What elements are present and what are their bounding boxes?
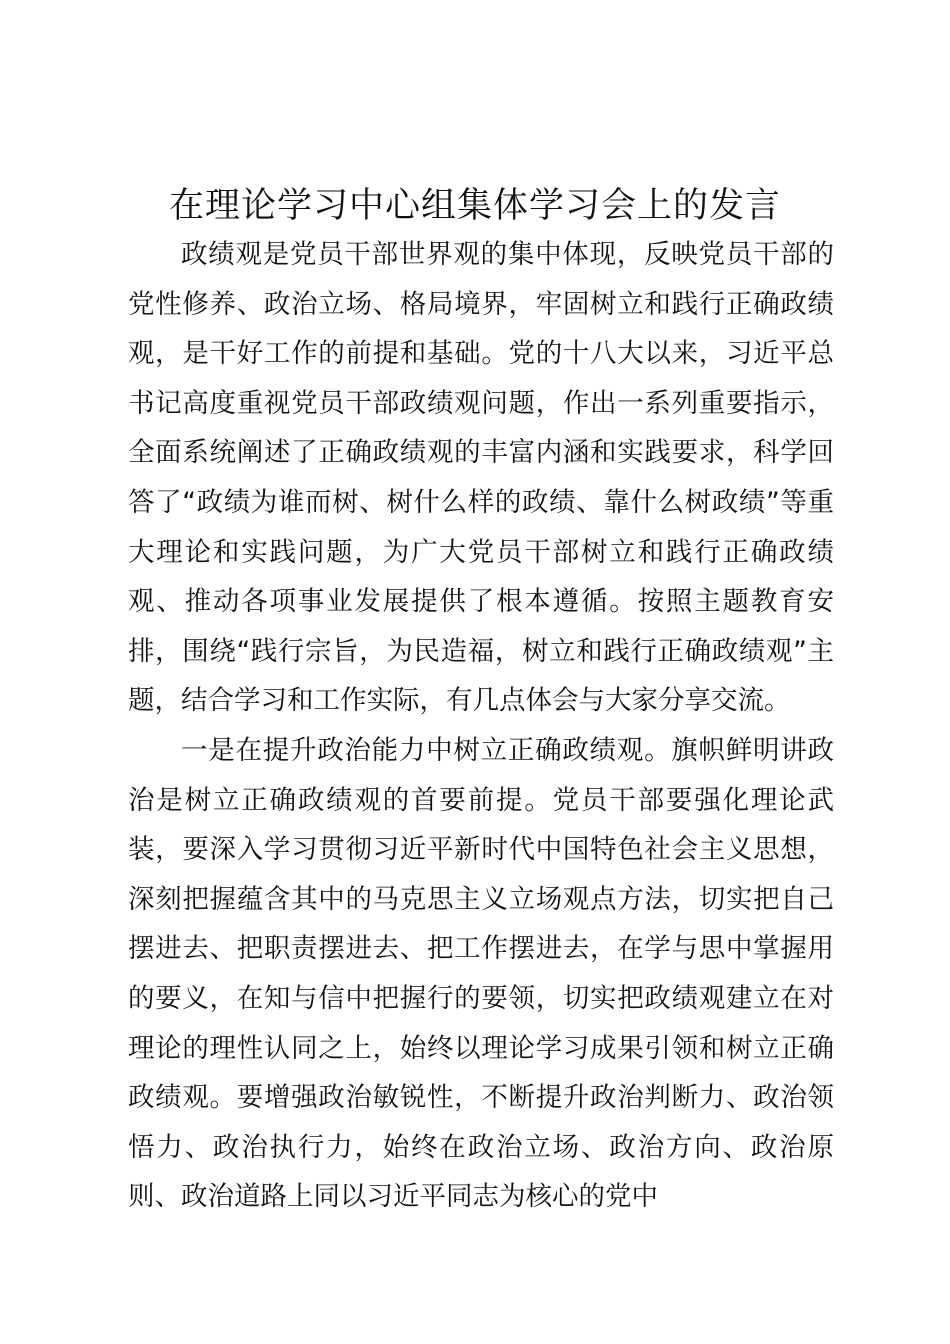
paragraph-point-one: 一是在提升政治能力中树立正确政绩观。旗帜鲜明讲政治是树立正确政绩观的首要前提。党员干部要强化理论武装，要深入学习贯彻习近平新时代中国特色社会主义思想，深刻把握蕴含其中的马克思主义立场观点方法，切实把自己摆进去、把职责摆进去、把工作摆进去，在学与思中掌握用的要义，在知与信中把握行的要领，切实把政绩观建立在对理论的理性认同之上，始终以理论学习成果引领和树立正确政绩观。要增强政治敏锐性，不断提升政治判断力、政治领悟力、政治执行力，始终在政治立场、政治方向、政治原则、政治道路上同以习近平同志为核心的党中 xyxy=(128,734,834,1213)
paragraph-intro: 政绩观是党员干部世界观的集中体现，反映党员干部的党性修养、政治立场、格局境界，牢固树立和践行正确政绩观，是干好工作的前提和基础。党的十八大以来，习近平总书记高度重视党员干部政绩观问题，作出一系列重要指示，全面系统阐述了正确政绩观的丰富内涵和实践要求，科学回答了“政绩为谁而树、树什么样的政绩、靠什么树政绩”等重大理论和实践问题，为广大党员干部树立和践行正确政绩观、推动各项事业发展提供了根本遵循。按照主题教育安排，围绕“践行宗旨，为民造福，树立和践行正确政绩观”主题，结合学习和工作实际，有几点体会与大家分享交流。 xyxy=(128,239,834,717)
document-body xyxy=(128,230,834,1222)
document-title: 在理论学习中心组集体学习会上的发言 xyxy=(168,186,781,226)
